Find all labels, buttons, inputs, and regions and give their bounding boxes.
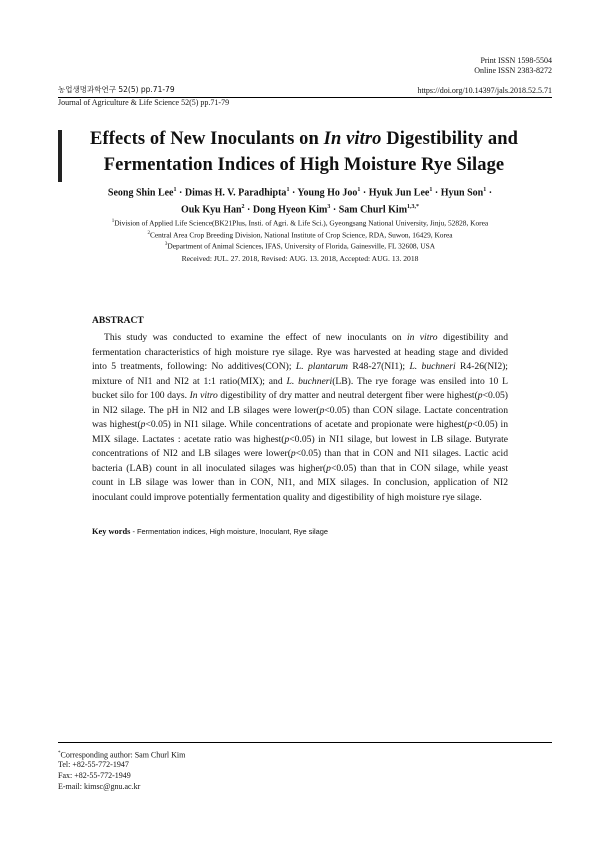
author-name: Ouk Kyu Han [180,204,242,216]
paper-title [64,126,544,178]
abstract-text: digestibility of dry matter and neutral detergent fiber were highest( [217,390,478,401]
title-line-1 [64,126,544,152]
author-separator: · [330,204,339,216]
abstract-italic-term: p [319,404,325,416]
footnote-divider [58,742,552,743]
author-name: Hyun Son [440,187,484,199]
abstract-text: This study was conducted to examine the effect of new inoculants on [104,332,407,343]
keywords-text: Fermentation indices, High moisture, Inoculant, Rye silage [136,527,328,536]
abstract-text: R4-26(NI2); mixture of NI1 and NI2 at 1:1 ratio(MIX); and [92,361,508,387]
abstract-text: <0.05) in MIX silage. Lactates : acetate ratio was highest( [92,419,508,445]
abstract-italic-term: p [477,390,483,401]
affiliation-text: Central Area Crop Breeding Division, National Institute of Crop Science, RDA, Suwon, 16429, Korea [149,230,453,240]
doi-link[interactable]: https://doi.org/10.14397/jals.2018.52.5.71 [417,86,552,95]
abstract-text: <0.05) in NI2 silage. The pH in NI2 and LB silages were lower( [92,390,508,416]
abstract-text: <0.05) than that in CON and NI1 silages. Lactic acid bacteria (LAB) count in all inoculated silages was higher( [92,448,508,474]
affiliation-mark: 2 [147,230,150,236]
affiliation-text: Division of Applied Life Science(BK21Plus, Insti. of Agri. & Life Sci.), Gyeongsang National University, Jinju, 52828, Korea [114,218,489,228]
author-separator: · [360,187,369,199]
abstract-text: <0.05) in NI1 silage. While concentrations of acetate and propionate were highest( [145,419,468,430]
title-line-2: Fermentation Indices of High Moisture Rye Silage [103,155,505,175]
author-affiliation-mark: 1,3,* [407,204,420,211]
author-affiliation-mark: 2 [241,204,245,211]
affiliation-line [60,240,540,252]
email[interactable]: E-mail: kimsc@gnu.ac.kr [58,782,141,791]
keywords-dash: - [130,527,137,536]
title-accent-bar [58,130,62,182]
affiliation-line [60,229,540,241]
affiliation-text: Department of Animal Sciences, IFAS, University of Florida, Gainesville, FL 32608, USA [167,241,436,251]
title-text: Effects of New Inoculants on [90,129,324,149]
abstract-italic-term: p [290,448,296,459]
print-issn: Print ISSN 1598-5504 [480,56,552,65]
abstract-text: R48-27(NI1); [347,361,410,372]
author-name: Hyuk Jun Lee [368,187,430,199]
affiliation-list [60,217,540,252]
author-name: Dong Hyeon Kim [252,204,328,216]
author-affiliation-mark: 1 [357,187,361,193]
keywords-label: Key words [92,527,131,536]
author-name: Seong Shin Lee [107,187,174,199]
abstract-text: <0.05) than CON silage. Lactate concentration was highest( [92,404,508,430]
abstract-text: (LB). The rye forage was ensiled into 10 L bucket silo for 100 days. [92,375,508,401]
affiliation-line [60,217,540,229]
corresponding-author-text: Corresponding author: Sam Churl Kim [60,750,186,760]
title-text: Digestibility and [381,129,518,149]
author-name: Young Ho Joo [297,187,358,199]
title-italic-text: In vitro [323,129,382,149]
abstract-italic-term: p [284,433,290,445]
author-separator: · [176,187,185,199]
abstract-italic-term: p [467,419,473,430]
author-list [60,183,540,218]
keywords [92,527,328,536]
corresponding-mark: * [58,751,61,756]
author-affiliation-mark: 1 [429,187,433,193]
affiliation-mark: 3 [164,242,168,248]
author-affiliation-mark: 1 [483,187,487,193]
abstract-italic-term: p [140,419,146,430]
fax: Fax: +82-55-772-1949 [58,771,131,780]
abstract-italic-term: p [326,462,331,474]
author-name: Dimas H. V. Paradhipta [184,187,287,199]
telephone: Tel: +82-55-772-1947 [58,760,129,769]
author-affiliation-mark: 3 [327,204,331,211]
abstract-text: <0.05) than that in CON silage, while yeast count in LB silage was lower than in CON, NI1, and MIX silages. In conclusion, application of NI2 inoculant could improve potentially fermentation quality and digestibility of high moisture rye silage. [92,462,509,503]
abstract-text: <0.05) in NI1 silage, but lowest in LB silage. Butyrate concentrations of NI2 and LB silages were lower( [92,433,508,459]
abstract-text: digestibility and fermentation characteristics of high moisture rye silage. Rye was harvested at heading stage and divided into 5 treatments, following: No additives(CON); [92,332,509,372]
author-separator: · [486,187,493,199]
abstract-italic-term: L. plantarum [295,361,348,372]
abstract-italic-term: L. buchneri [286,375,333,387]
abstract-italic-term: in vitro [406,332,438,343]
abstract-italic-term: L. buchneri [409,361,456,372]
journal-korean-citation: 농업생명과학연구 52(5) pp.71-79 [58,85,175,94]
abstract-heading: ABSTRACT [92,316,144,326]
received-dates: Received: JUL. 27. 2018, Revised: AUG. 13. 2018, Accepted: AUG. 13. 2018 [181,254,419,263]
abstract-italic-term: In vitro [189,390,218,401]
author-name: Sam Churl Kim [338,204,408,216]
author-separator: · [432,187,441,199]
author-affiliation-mark: 1 [286,187,290,193]
author-separator: · [289,187,298,199]
affiliation-mark: 1 [111,219,115,224]
online-issn: Online ISSN 2383-8272 [474,66,552,75]
author-affiliation-mark: 1 [173,187,177,193]
abstract-body [92,331,508,505]
journal-english-citation: Journal of Agriculture & Life Science 52(5) pp.71-79 [58,98,230,107]
author-separator: · [244,204,253,216]
